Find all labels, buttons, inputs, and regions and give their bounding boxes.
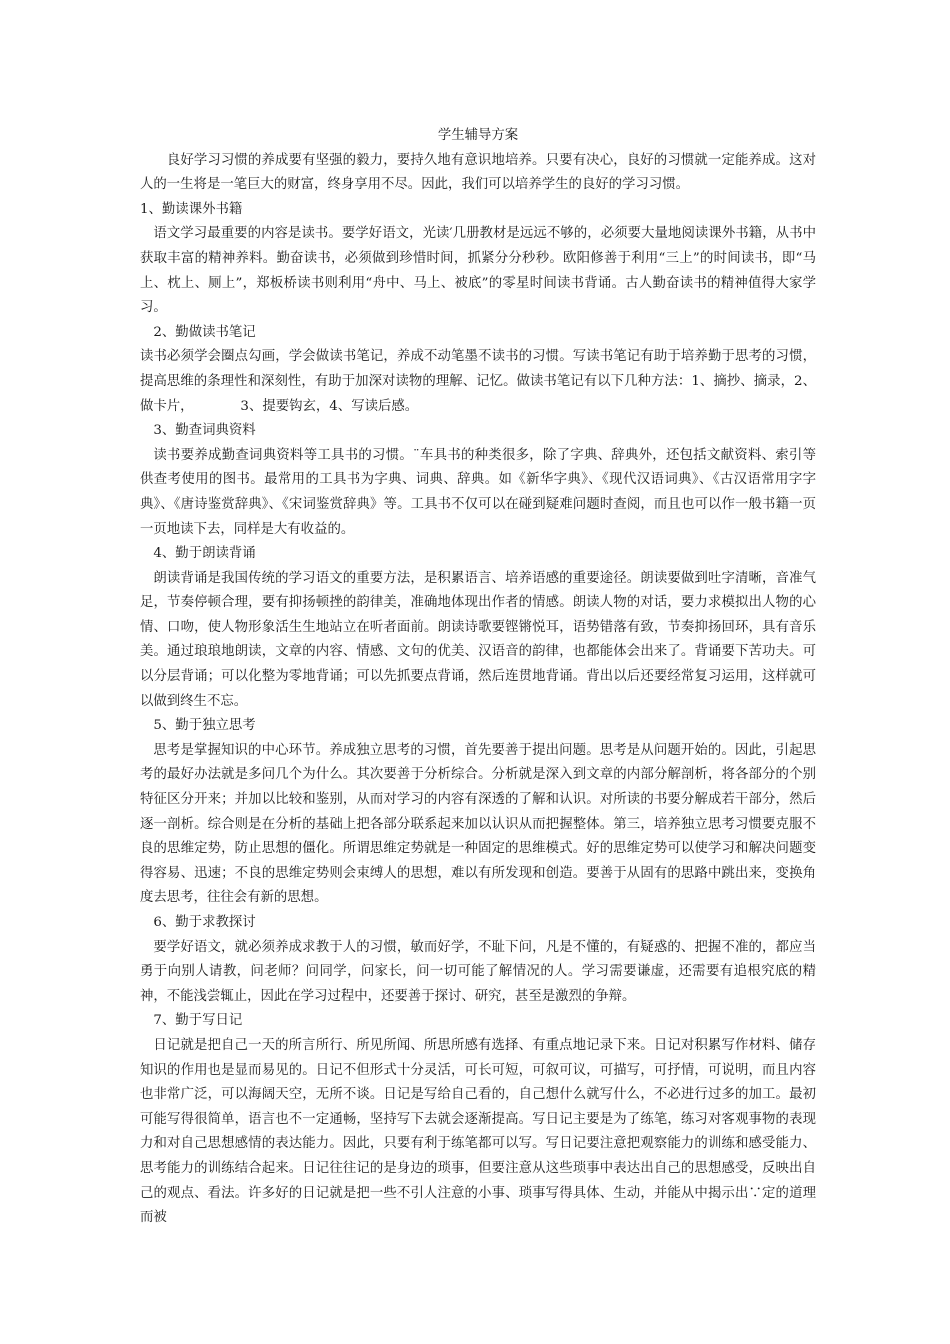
section-body-2: 读书必须学会圈点勾画，学会做读书笔记，养成不动笔墨不读书的习惯。写读书笔记有助于培养勤于思考的习惯，提高思维的条理性和深刻性，有助于加深对读物的理解、记忆。做读书笔记有以下几种方法：1、摘抄、摘录，2、做卡片， 3、提要钩玄，4、写读后感。 bbox=[140, 349, 816, 414]
intro-paragraph: 良好学习习惯的养成要有坚强的毅力，要持久地有意识地培养。只要有决心，良好的习惯就一定能养成。这对人的一生将是一笔巨大的财富，终身享用不尽。因此，我们可以培养学生的良好的学习习惯。 bbox=[140, 152, 816, 193]
section-heading-3: 3、勤查词典资料 bbox=[153, 423, 256, 439]
document-page bbox=[140, 124, 816, 1231]
section-heading-5: 5、勤于独立思考 bbox=[153, 718, 256, 734]
section-body-5: 思考是掌握知识的中心环节。养成独立思考的习惯，首先要善于提出问题。思考是从问题开始的。因此，引起思考的最好办法就是多问几个为什么。其次要善于分析综合。分析就是深入到文章的内部分解剖析，将各部分的个别特征区分开来；并加以比较和鉴别，从而对学习的内容有深透的了解和认识。对所读的书要分解成若干部分，然后逐一剖析。综合则是在分析的基础上把各部分联系起来加以认识从而把握整体。第三，培养独立思考习惯要克服不良的思维定势，防止思想的僵化。所谓思维定势就是一种固定的思维模式。好的思维定势可以使学习和解决问题变得容易、迅速；不良的思维定势则会束缚人的思想，难以有所发现和创造。要善于从固有的思路中跳出来，变换角度去思考，往往会有新的思想。 bbox=[140, 742, 816, 906]
section-heading-4: 4、勤于朗读背诵 bbox=[153, 546, 256, 562]
section-body-4: 朗读背诵是我国传统的学习语文的重要方法，是积累语言、培养语感的重要途径。朗读要做到吐字清晰，音准气足，节奏停顿合理，要有抑扬顿挫的韵律美，准确地体现出作者的情感。朗读人物的对话，要力求模拟出人物的心情、口吻，使人物形象活生生地站立在听者面前。朗读诗歌要铿锵悦耳，语势错落有致，节奏抑扬回环，具有音乐美。通过琅琅地朗读，文章的内容、情感、文句的优美、汉语音的韵律，也都能体会出来了。背诵要下苦功夫。可以分层背诵；可以化整为零地背诵；可以先抓要点背诵，然后连贯地背诵。背出以后还要经常复习运用，这样就可以做到终生不忘。 bbox=[140, 570, 816, 709]
document-title: 学生辅导方案 bbox=[437, 128, 519, 143]
section-heading-2: 2、勤做读书笔记 bbox=[153, 324, 256, 340]
section-body-6: 要学好语文，就必须养成求教于人的习惯，敏而好学，不耻下问，凡是不懂的，有疑惑的、把握不准的，都应当勇于向别人请教，问老师？问同学，问家长，问一切可能了解情况的人。学习需要谦虚，还需要有追根究底的精神，不能浅尝辄止，因此在学习过程中，还要善于探讨、研究，甚至是激烈的争辩。 bbox=[140, 939, 816, 1004]
section-heading-1: 1、勤读课外书籍 bbox=[140, 201, 243, 217]
section-body-7: 日记就是把自己一天的所言所行、所见所闻、所思所感有选择、有重点地记录下来。日记对积累写作材料、储存知识的作用也是显而易见的。日记不但形式十分灵活，可长可短，可叙可议，可描写，可抒情，可说明，而且内容也非常广泛，可以海阔天空，无所不谈。日记是写给自己看的，自己想什么就写什么，不必进行过多的加工。最初可能写得很简单，语言也不一定通畅，坚持写下去就会逐渐提高。写日记主要是为了练笔，练习对客观事物的表现力和对自己思想感情的表达能力。因此，只要有利于练笔都可以写。写日记要注意把观察能力的训练和感受能力、思考能力的训练结合起来。日记往往记的是身边的琐事，但要注意从这些琐事中表达出自己的思想感受，反映出自己的观点、看法。许多好的日记就是把一些不引人注意的小事、琐事写得具体、生动，并能从中揭示出∵定的道理而被 bbox=[140, 1037, 816, 1226]
section-body-3: 读书要养成勤查词典资料等工具书的习惯。¨车具书的种类很多，除了字典、辞典外，还包括文献资料、索引等供查考使用的图书。最常用的工具书为字典、词典、辞典。如《新华字典》、《现代汉语词典》、《古汉语常用字字典》、《唐诗鉴赏辞典》、《宋词鉴赏辞典》等。工具书不仅可以在碰到疑难问题时查阅，而且也可以作一般书籍一页一页地读下去，同样是大有收益的。 bbox=[140, 447, 816, 537]
section-heading-7: 7、勤于写日记 bbox=[153, 1013, 243, 1029]
section-heading-6: 6、勤于求教探讨 bbox=[153, 915, 256, 930]
section-body-1: 语文学习最重要的内容是读书。要学好语文，光读′几册教材是远远不够的，必须要大量地阅读课外书籍，从书中获取丰富的精神养料。勤奋读书，必须做到珍惜时间，抓紧分分秒秒。欧阳修善于利用“三上”的时间读书，即“马上、枕上、厕上”，郑板桥读书则利用“舟中、马上、被底”的零星时间读书背诵。古人勤奋读书的精神值得大家学习。 bbox=[140, 226, 816, 316]
